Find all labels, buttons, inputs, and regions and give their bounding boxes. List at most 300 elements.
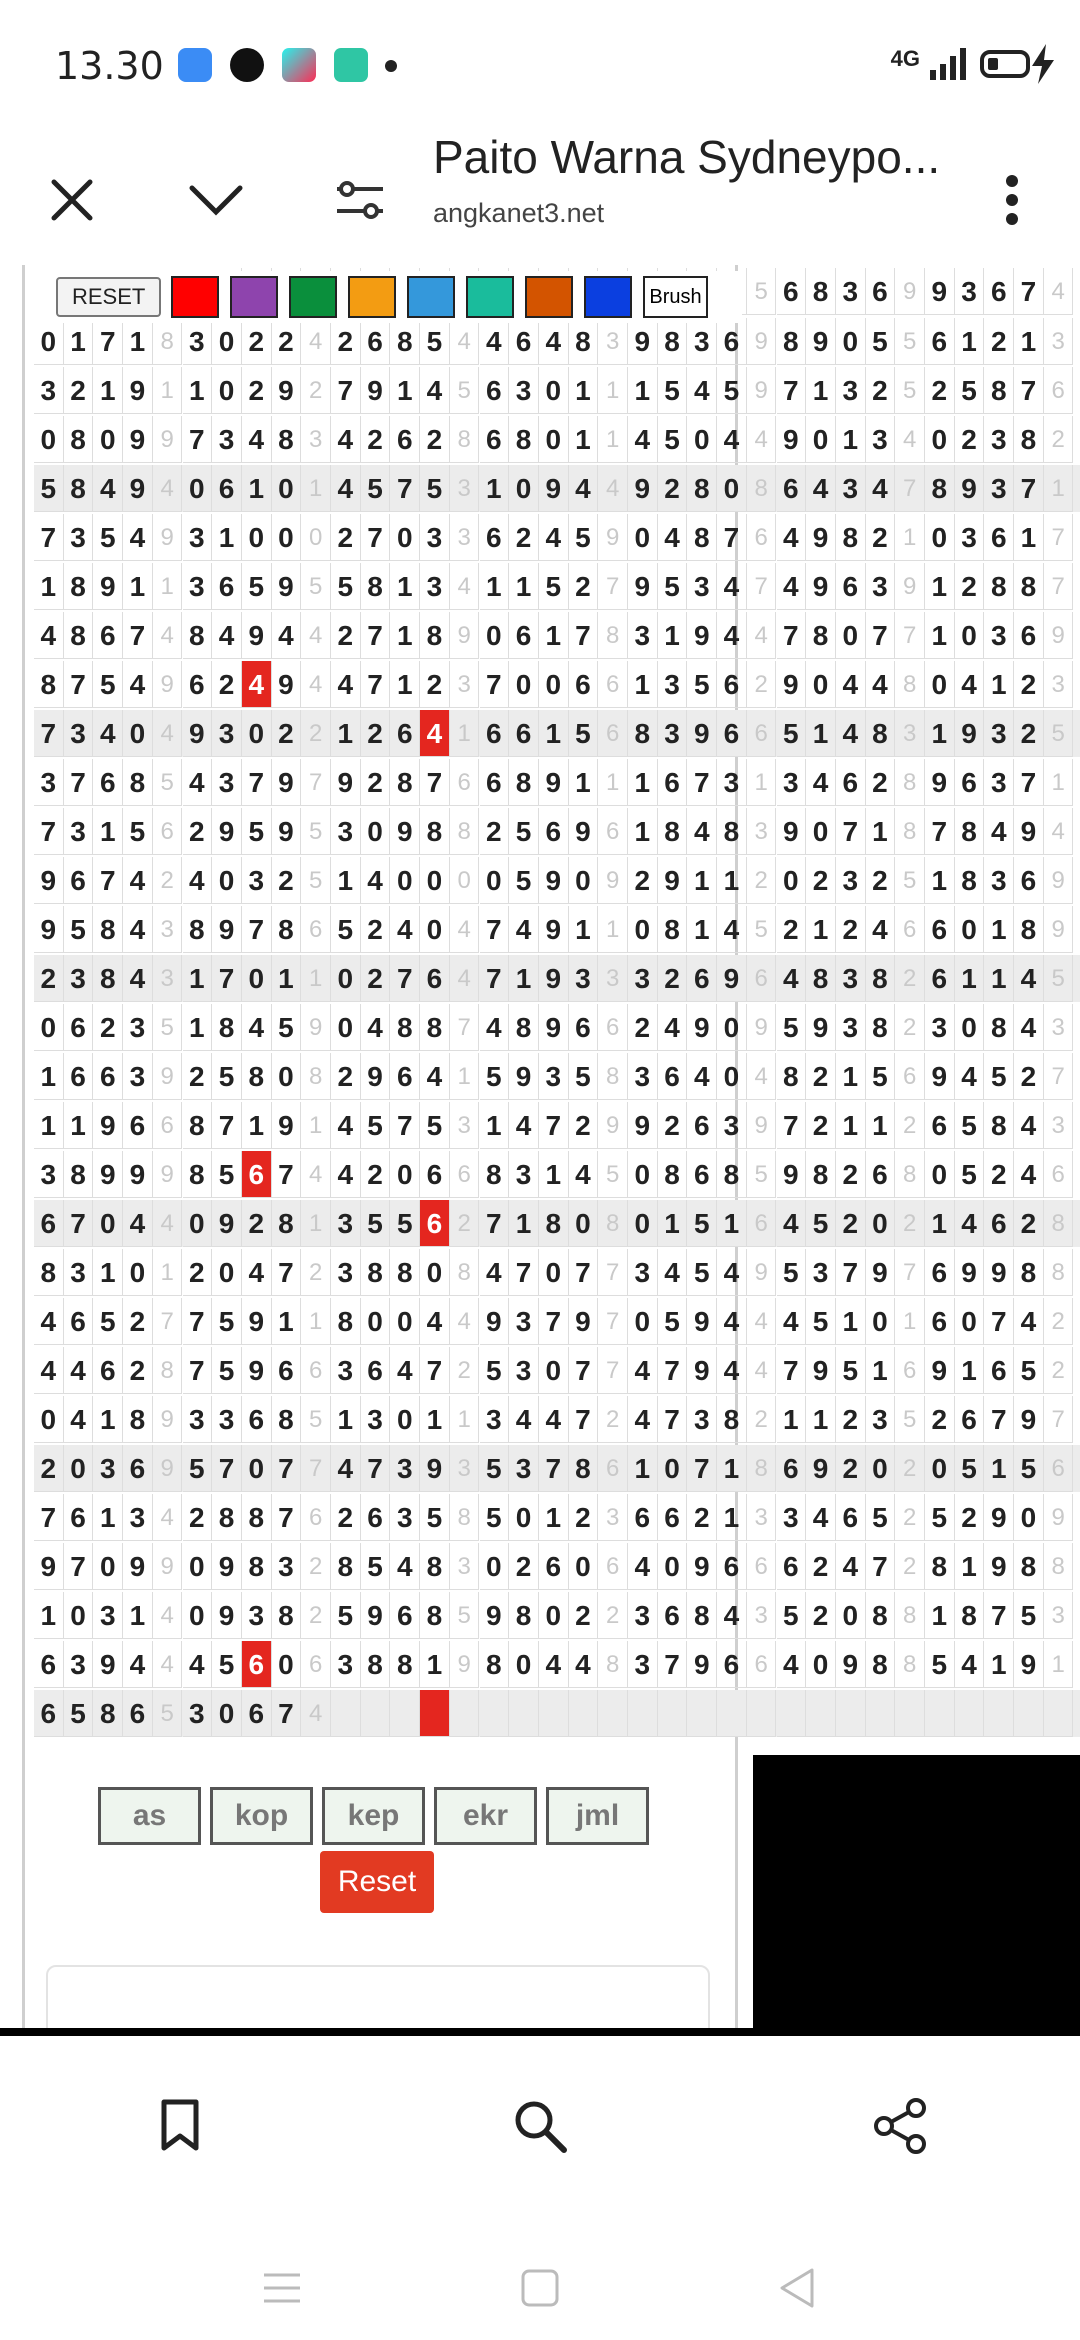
grid-cell[interactable]: 3	[450, 661, 480, 708]
grid-cell[interactable]: 9	[836, 1641, 866, 1688]
grid-cell[interactable]: 6	[658, 1494, 688, 1541]
grid-cell[interactable]: 8	[509, 759, 539, 806]
grid-cell[interactable]: 5	[777, 1004, 807, 1051]
grid-cell[interactable]: 7	[331, 367, 361, 414]
grid-cell[interactable]: 1	[301, 465, 331, 512]
grid-cell[interactable]: 7	[34, 514, 64, 561]
grid-cell[interactable]: 2	[301, 1543, 331, 1590]
grid-cell[interactable]: 3	[64, 1249, 94, 1296]
grid-cell[interactable]: 3	[183, 1690, 213, 1737]
grid-cell[interactable]: 5	[658, 1298, 688, 1345]
grid-cell[interactable]: 4	[123, 955, 153, 1002]
grid-cell[interactable]: 8	[955, 1592, 985, 1639]
grid-cell[interactable]: 8	[1044, 1249, 1074, 1296]
grid-cell[interactable]: 6	[658, 1053, 688, 1100]
grid-cell[interactable]: 1	[390, 612, 420, 659]
grid-cell[interactable]: 2	[955, 416, 985, 463]
grid-cell[interactable]: 1	[390, 563, 420, 610]
grid-cell[interactable]: 8	[806, 612, 836, 659]
grid-cell[interactable]: 3	[628, 1249, 658, 1296]
grid-cell[interactable]: 4	[628, 1396, 658, 1443]
grid-cell[interactable]: 0	[361, 808, 391, 855]
grid-cell[interactable]: 0	[509, 1494, 539, 1541]
grid-cell[interactable]: 7	[658, 1347, 688, 1394]
grid-cell[interactable]: 9	[1014, 1641, 1044, 1688]
grid-cell[interactable]: 2	[569, 563, 599, 610]
grid-cell[interactable]: 0	[836, 1592, 866, 1639]
grid-cell[interactable]: 5	[895, 1396, 925, 1443]
grid-cell[interactable]: 3	[480, 1396, 510, 1443]
grid-cell[interactable]: 8	[420, 1543, 450, 1590]
grid-cell[interactable]: 0	[1014, 1494, 1044, 1541]
grid-cell[interactable]: 8	[895, 808, 925, 855]
grid-cell[interactable]: 9	[687, 1004, 717, 1051]
grid-cell[interactable]	[539, 1690, 569, 1737]
grid-cell[interactable]: 6	[717, 1641, 747, 1688]
grid-cell[interactable]: 5	[301, 808, 331, 855]
grid-cell[interactable]: 0	[242, 1445, 272, 1492]
grid-cell[interactable]: 6	[64, 1004, 94, 1051]
grid-cell[interactable]: 9	[153, 1445, 183, 1492]
grid-cell[interactable]: 6	[1014, 612, 1044, 659]
grid-cell[interactable]: 2	[866, 759, 896, 806]
grid-cell[interactable]: 1	[955, 1543, 985, 1590]
grid-cell[interactable]: 1	[301, 1298, 331, 1345]
grid-cell[interactable]: 4	[717, 1249, 747, 1296]
grid-cell[interactable]: 4	[183, 857, 213, 904]
grid-cell[interactable]: 5	[569, 1053, 599, 1100]
grid-cell[interactable]: 3	[836, 268, 866, 315]
grid-cell[interactable]: 2	[836, 906, 866, 953]
grid-cell[interactable]: 0	[717, 465, 747, 512]
grid-cell[interactable]: 3	[866, 1396, 896, 1443]
grid-cell[interactable]: 1	[717, 1445, 747, 1492]
grid-cell[interactable]: 5	[242, 563, 272, 610]
grid-cell[interactable]: 1	[301, 1102, 331, 1149]
grid-cell[interactable]: 1	[569, 759, 599, 806]
grid-cell[interactable]: 4	[717, 1298, 747, 1345]
grid-cell[interactable]: 4	[509, 1102, 539, 1149]
grid-cell[interactable]: 8	[420, 808, 450, 855]
grid-cell[interactable]: 6	[747, 955, 777, 1002]
grid-cell[interactable]: 8	[984, 563, 1014, 610]
grid-cell[interactable]: 9	[153, 661, 183, 708]
grid-cell[interactable]: 4	[509, 1396, 539, 1443]
grid-cell[interactable]: 8	[183, 906, 213, 953]
grid-cell[interactable]: 9	[687, 1543, 717, 1590]
grid-cell[interactable]: 0	[420, 906, 450, 953]
grid-cell[interactable]: 2	[895, 1494, 925, 1541]
grid-cell[interactable]: 3	[717, 759, 747, 806]
grid-cell[interactable]: 7	[272, 1494, 302, 1541]
grid-cell[interactable]: 9	[777, 1151, 807, 1198]
grid-cell[interactable]: 9	[539, 906, 569, 953]
grid-cell[interactable]: 1	[925, 1200, 955, 1247]
grid-cell[interactable]: 3	[509, 1347, 539, 1394]
grid-cell[interactable]: 4	[242, 416, 272, 463]
grid-cell[interactable]: 3	[836, 955, 866, 1002]
grid-cell[interactable]: 4	[183, 1641, 213, 1688]
grid-cell[interactable]: 1	[509, 1200, 539, 1247]
grid-cell[interactable]: 7	[1044, 514, 1074, 561]
grid-cell[interactable]: 9	[806, 563, 836, 610]
grid-cell[interactable]: 2	[598, 1396, 628, 1443]
grid-cell[interactable]: 8	[717, 1396, 747, 1443]
grid-cell[interactable]: 4	[361, 1004, 391, 1051]
grid-cell[interactable]: 9	[123, 465, 153, 512]
grid-cell[interactable]: 1	[717, 1494, 747, 1541]
grid-cell[interactable]	[687, 1690, 717, 1737]
grid-cell[interactable]: 4	[153, 612, 183, 659]
grid-cell[interactable]: 2	[895, 1200, 925, 1247]
grid-cell[interactable]: 9	[569, 1298, 599, 1345]
grid-cell[interactable]: 7	[361, 612, 391, 659]
grid-cell[interactable]: 6	[895, 1347, 925, 1394]
grid-cell[interactable]: 6	[777, 1445, 807, 1492]
grid-cell[interactable]: 6	[569, 1004, 599, 1051]
grid-cell[interactable]: 6	[301, 1494, 331, 1541]
grid-cell[interactable]: 0	[628, 906, 658, 953]
grid-cell[interactable]: 0	[212, 857, 242, 904]
grid-cell[interactable]: 6	[569, 661, 599, 708]
grid-cell[interactable]: 1	[64, 318, 94, 365]
grid-cell[interactable]: 9	[687, 612, 717, 659]
grid-cell[interactable]: 8	[1014, 563, 1044, 610]
grid-cell[interactable]: 8	[123, 1396, 153, 1443]
grid-cell[interactable]: 2	[658, 955, 688, 1002]
grid-cell[interactable]: 4	[747, 612, 777, 659]
grid-cell[interactable]: 0	[212, 1690, 242, 1737]
grid-cell[interactable]: 5	[925, 1494, 955, 1541]
grid-cell[interactable]: 7	[450, 1004, 480, 1051]
grid-cell[interactable]: 6	[539, 808, 569, 855]
grid-cell[interactable]: 5	[420, 318, 450, 365]
grid-cell[interactable]: 3	[212, 1396, 242, 1443]
grid-cell[interactable]: 7	[34, 1494, 64, 1541]
grid-cell[interactable]: 2	[569, 1592, 599, 1639]
color-swatch-3[interactable]	[289, 276, 337, 318]
grid-cell[interactable]: 9	[925, 1053, 955, 1100]
grid-cell[interactable]: 4	[1044, 268, 1074, 315]
grid-cell[interactable]: 9	[806, 1004, 836, 1051]
grid-cell[interactable]: 8	[390, 759, 420, 806]
grid-cell[interactable]: 7	[123, 612, 153, 659]
grid-cell[interactable]: 2	[925, 367, 955, 414]
grid-cell[interactable]: 5	[866, 318, 896, 365]
grid-cell[interactable]: 2	[272, 857, 302, 904]
grid-cell[interactable]: 9	[806, 1347, 836, 1394]
grid-cell[interactable]: 5	[420, 465, 450, 512]
grid-cell[interactable]: 5	[806, 1298, 836, 1345]
grid-cell[interactable]: 9	[242, 1298, 272, 1345]
search-button[interactable]	[500, 2086, 580, 2166]
grid-cell[interactable]	[747, 1690, 777, 1737]
grid-cell[interactable]: 3	[836, 857, 866, 904]
grid-cell[interactable]: 1	[301, 955, 331, 1002]
grid-cell[interactable]: 3	[64, 955, 94, 1002]
grid-cell[interactable]: 6	[836, 563, 866, 610]
grid-cell[interactable]: 5	[777, 710, 807, 757]
grid-cell[interactable]: 5	[331, 563, 361, 610]
grid-cell[interactable]: 5	[1014, 1347, 1044, 1394]
grid-cell[interactable]: 4	[123, 1200, 153, 1247]
grid-cell[interactable]: 3	[183, 1396, 213, 1443]
grid-cell[interactable]: 2	[361, 1151, 391, 1198]
grid-cell[interactable]: 6	[34, 1690, 64, 1737]
grid-cell[interactable]: 5	[183, 1445, 213, 1492]
grid-cell[interactable]: 5	[34, 465, 64, 512]
grid-cell[interactable]: 1	[806, 367, 836, 414]
grid-cell[interactable]: 8	[895, 1151, 925, 1198]
grid-cell[interactable]: 7	[361, 514, 391, 561]
grid-cell[interactable]: 9	[1044, 612, 1074, 659]
grid-cell[interactable]: 4	[331, 1151, 361, 1198]
grid-cell[interactable]: 5	[747, 906, 777, 953]
grid-cell[interactable]: 7	[658, 1396, 688, 1443]
grid-cell[interactable]: 2	[895, 1445, 925, 1492]
grid-cell[interactable]: 6	[658, 759, 688, 806]
grid-cell[interactable]: 6	[747, 1641, 777, 1688]
grid-cell[interactable]: 3	[984, 759, 1014, 806]
grid-cell[interactable]: 2	[747, 857, 777, 904]
grid-cell[interactable]: 1	[183, 367, 213, 414]
grid-cell[interactable]: 4	[331, 1445, 361, 1492]
grid-cell[interactable]: 8	[390, 1249, 420, 1296]
grid-cell[interactable]: 6	[717, 1543, 747, 1590]
grid-cell[interactable]: 4	[123, 1641, 153, 1688]
grid-cell[interactable]: 7	[866, 612, 896, 659]
grid-cell[interactable]: 1	[1044, 465, 1074, 512]
grid-cell[interactable]: 7	[301, 1445, 331, 1492]
grid-cell[interactable]: 9	[212, 1592, 242, 1639]
as-button[interactable]: as	[98, 1787, 201, 1845]
grid-cell[interactable]: 5	[777, 1592, 807, 1639]
grid-cell[interactable]: 6	[1044, 1445, 1074, 1492]
grid-cell[interactable]: 7	[1014, 268, 1044, 315]
grid-cell[interactable]: 6	[242, 1690, 272, 1737]
grid-cell[interactable]: 4	[153, 710, 183, 757]
grid-cell[interactable]: 3	[390, 1494, 420, 1541]
grid-cell[interactable]: 6	[955, 1396, 985, 1443]
grid-cell[interactable]: 2	[777, 906, 807, 953]
grid-cell[interactable]: 3	[1044, 1592, 1074, 1639]
grid-cell[interactable]: 8	[34, 1249, 64, 1296]
grid-cell[interactable]: 8	[717, 808, 747, 855]
grid-cell[interactable]: 2	[866, 857, 896, 904]
grid-cell[interactable]: 9	[539, 857, 569, 904]
grid-cell[interactable]: 5	[361, 1102, 391, 1149]
grid-cell[interactable]: 1	[747, 759, 777, 806]
grid-cell[interactable]: 3	[1044, 318, 1074, 365]
grid-cell[interactable]: 6	[777, 465, 807, 512]
grid-cell[interactable]: 7	[420, 759, 450, 806]
grid-cell[interactable]: 6	[93, 759, 123, 806]
grid-cell[interactable]: 6	[687, 955, 717, 1002]
grid-cell[interactable]: 9	[420, 1445, 450, 1492]
grid-cell[interactable]: 3	[1044, 1102, 1074, 1149]
grid-cell[interactable]: 9	[509, 1053, 539, 1100]
grid-cell[interactable]: 6	[895, 1053, 925, 1100]
grid-cell[interactable]: 4	[1014, 1298, 1044, 1345]
grid-cell[interactable]: 5	[450, 367, 480, 414]
grid-cell[interactable]: 2	[806, 1102, 836, 1149]
grid-cell[interactable]: 2	[806, 1543, 836, 1590]
grid-cell[interactable]: 2	[1044, 416, 1074, 463]
grid-cell[interactable]: 0	[569, 1200, 599, 1247]
grid-cell[interactable]: 8	[242, 1494, 272, 1541]
grid-cell[interactable]: 9	[955, 1249, 985, 1296]
grid-cell[interactable]: 0	[658, 1543, 688, 1590]
grid-cell[interactable]: 3	[242, 1592, 272, 1639]
grid-cell[interactable]: 9	[925, 268, 955, 315]
grid-cell[interactable]: 8	[509, 1004, 539, 1051]
grid-cell[interactable]: 1	[509, 955, 539, 1002]
grid-cell[interactable]: 3	[123, 1004, 153, 1051]
grid-cell[interactable]: 2	[895, 1543, 925, 1590]
grid-cell[interactable]: 6	[390, 416, 420, 463]
grid-cell[interactable]: 3	[658, 710, 688, 757]
grid-cell[interactable]: 5	[747, 1151, 777, 1198]
grid-cell[interactable]: 8	[64, 416, 94, 463]
grid-cell[interactable]: 5	[361, 1200, 391, 1247]
grid-cell[interactable]: 0	[212, 367, 242, 414]
grid-cell[interactable]: 9	[212, 808, 242, 855]
grid-cell[interactable]: 5	[598, 1151, 628, 1198]
grid-cell[interactable]: 9	[1044, 1494, 1074, 1541]
grid-cell[interactable]: 7	[984, 1592, 1014, 1639]
grid-cell[interactable]: 2	[806, 1592, 836, 1639]
grid-cell[interactable]: 2	[806, 1053, 836, 1100]
grid-cell[interactable]: 2	[1044, 1347, 1074, 1394]
grid-cell[interactable]: 9	[628, 1102, 658, 1149]
grid-cell[interactable]: 8	[272, 906, 302, 953]
grid-cell[interactable]	[717, 1690, 747, 1737]
grid-cell[interactable]	[806, 1690, 836, 1737]
grid-cell[interactable]: 6	[836, 759, 866, 806]
grid-cell[interactable]: 9	[480, 1592, 510, 1639]
grid-cell[interactable]: 9	[450, 1641, 480, 1688]
grid-cell[interactable]: 8	[866, 1004, 896, 1051]
grid-cell[interactable]: 0	[925, 1151, 955, 1198]
grid-cell[interactable]: 2	[806, 857, 836, 904]
grid-cell[interactable]: 4	[480, 318, 510, 365]
grid-cell[interactable]: 8	[717, 1151, 747, 1198]
grid-cell[interactable]: 4	[64, 1347, 94, 1394]
back-button[interactable]	[772, 2264, 820, 2312]
grid-cell[interactable]: 8	[1014, 1249, 1044, 1296]
grid-cell[interactable]: 6	[717, 710, 747, 757]
reset-button[interactable]: Reset	[320, 1851, 434, 1913]
grid-cell[interactable]: 4	[806, 759, 836, 806]
grid-cell[interactable]: 5	[301, 1396, 331, 1443]
grid-cell[interactable]	[361, 1690, 391, 1737]
grid-cell[interactable]: 6	[1014, 857, 1044, 904]
grid-cell[interactable]: 6	[390, 710, 420, 757]
grid-cell[interactable]: 5	[569, 710, 599, 757]
grid-cell[interactable]: 1	[420, 1396, 450, 1443]
grid-cell[interactable]: 4	[747, 416, 777, 463]
grid-cell[interactable]: 8	[687, 1592, 717, 1639]
grid-cell[interactable]: 1	[420, 1641, 450, 1688]
grid-cell[interactable]: 8	[272, 1396, 302, 1443]
grid-cell[interactable]: 5	[955, 1151, 985, 1198]
grid-cell[interactable]: 4	[984, 808, 1014, 855]
grid-cell[interactable]: 9	[747, 1249, 777, 1296]
grid-cell[interactable]: 2	[1014, 661, 1044, 708]
grid-cell[interactable]: 7	[984, 1396, 1014, 1443]
grid-cell[interactable]: 7	[895, 465, 925, 512]
grid-cell[interactable]: 4	[450, 318, 480, 365]
grid-cell[interactable]: 9	[1044, 857, 1074, 904]
grid-cell[interactable]: 5	[1014, 1445, 1044, 1492]
grid-cell[interactable]: 5	[480, 1053, 510, 1100]
grid-cell[interactable]: 8	[658, 318, 688, 365]
grid-cell[interactable]: 0	[183, 1592, 213, 1639]
grid-cell[interactable]: 4	[658, 1249, 688, 1296]
grid-cell[interactable]: 3	[450, 514, 480, 561]
grid-cell[interactable]: 4	[183, 759, 213, 806]
grid-cell[interactable]: 6	[955, 759, 985, 806]
grid-cell[interactable]: 4	[420, 710, 450, 757]
grid-cell[interactable]	[658, 1690, 688, 1737]
grid-cell[interactable]: 1	[331, 857, 361, 904]
grid-cell[interactable]: 3	[984, 465, 1014, 512]
grid-cell[interactable]: 6	[301, 1347, 331, 1394]
grid-cell[interactable]: 7	[598, 1347, 628, 1394]
grid-cell[interactable]: 1	[34, 1102, 64, 1149]
grid-cell[interactable]: 3	[628, 955, 658, 1002]
grid-cell[interactable]: 1	[1014, 514, 1044, 561]
grid-cell[interactable]: 6	[480, 514, 510, 561]
grid-cell[interactable]: 2	[955, 563, 985, 610]
grid-cell[interactable]: 8	[450, 1494, 480, 1541]
grid-cell[interactable]: 7	[480, 955, 510, 1002]
grid-cell[interactable]: 4	[64, 1396, 94, 1443]
grid-cell[interactable]: 6	[777, 268, 807, 315]
grid-cell[interactable]: 4	[34, 612, 64, 659]
grid-cell[interactable]: 4	[420, 1053, 450, 1100]
grid-cell[interactable]	[390, 1690, 420, 1737]
grid-cell[interactable]: 3	[777, 1494, 807, 1541]
grid-cell[interactable]: 7	[93, 318, 123, 365]
grid-cell[interactable]: 0	[539, 1592, 569, 1639]
grid-cell[interactable]: 7	[34, 710, 64, 757]
grid-cell[interactable]: 1	[1044, 1641, 1074, 1688]
grid-cell[interactable]: 9	[450, 612, 480, 659]
grid-cell[interactable]: 6	[480, 367, 510, 414]
grid-cell[interactable]: 2	[301, 710, 331, 757]
grid-cell[interactable]: 6	[153, 808, 183, 855]
grid-cell[interactable]: 5	[777, 1249, 807, 1296]
grid-cell[interactable]: 2	[628, 857, 658, 904]
grid-cell[interactable]: 8	[1014, 416, 1044, 463]
grid-cell[interactable]: 7	[272, 1445, 302, 1492]
grid-cell[interactable]: 4	[93, 710, 123, 757]
grid-cell[interactable]: 6	[93, 1347, 123, 1394]
grid-cell[interactable]: 4	[895, 416, 925, 463]
grid-cell[interactable]: 9	[153, 1053, 183, 1100]
grid-cell[interactable]: 0	[390, 514, 420, 561]
grid-cell[interactable]: 4	[34, 1347, 64, 1394]
brush-button[interactable]: Brush	[643, 276, 707, 318]
grid-cell[interactable]: 3	[64, 514, 94, 561]
grid-cell[interactable]: 4	[509, 906, 539, 953]
grid-cell[interactable]: 8	[1014, 1543, 1044, 1590]
grid-cell[interactable]: 7	[569, 1347, 599, 1394]
grid-cell[interactable]: 9	[598, 857, 628, 904]
grid-cell[interactable]: 7	[212, 1102, 242, 1149]
grid-cell[interactable]	[895, 1690, 925, 1737]
